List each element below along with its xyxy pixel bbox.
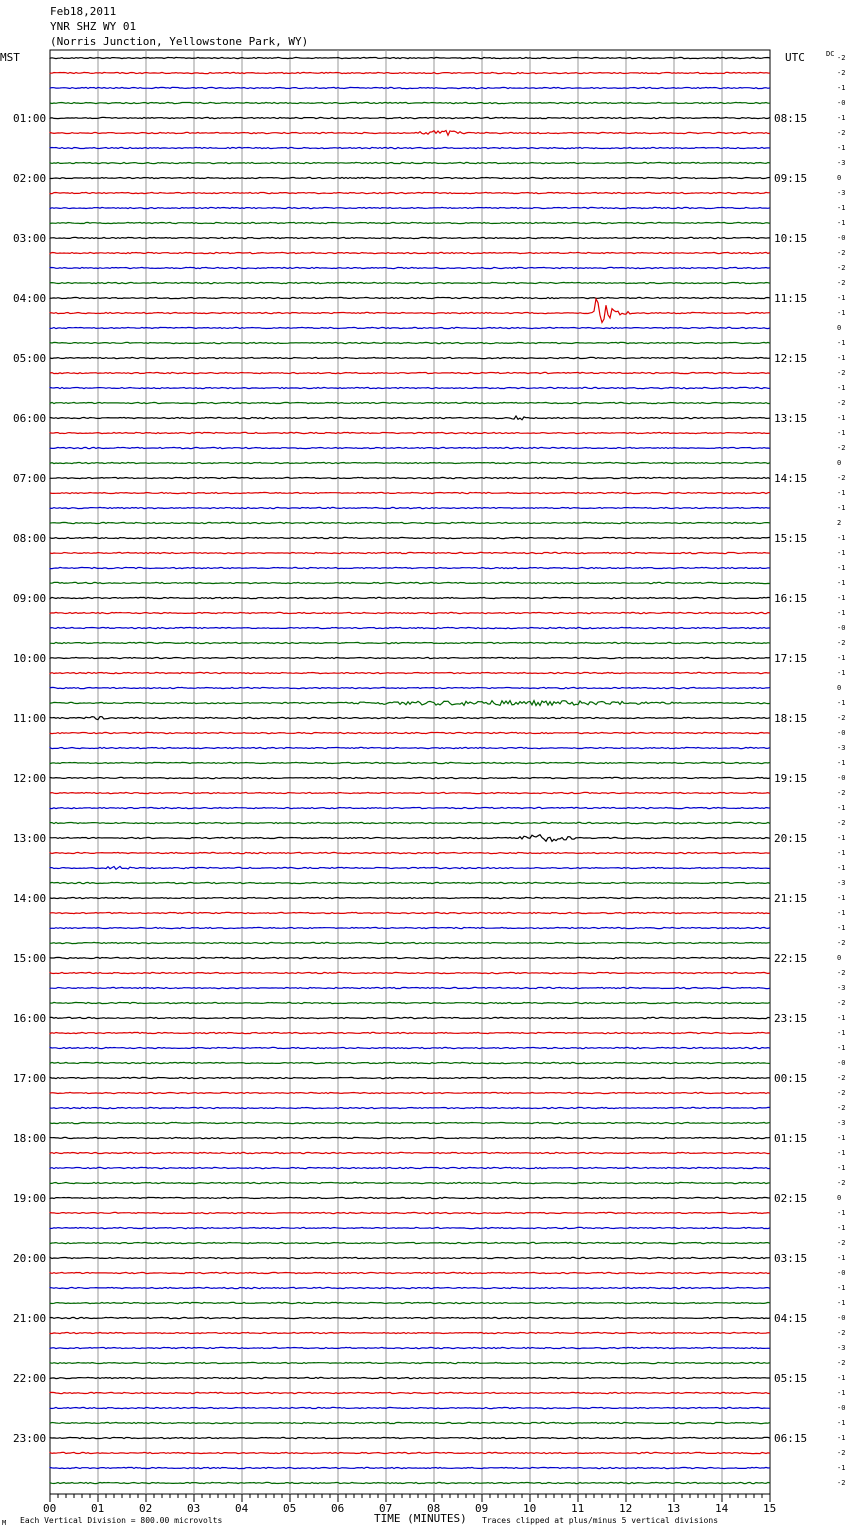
dc-offset-label: -0 [837, 1059, 846, 1067]
dc-offset-label: -2 [837, 54, 846, 62]
dc-offset-label: -0 [837, 1314, 846, 1322]
dc-offset-label: -1 [837, 1014, 846, 1022]
utc-hour-label: 04:15 [774, 1312, 808, 1325]
trace-line [50, 207, 770, 208]
trace-line [50, 835, 770, 842]
trace-group [50, 57, 770, 1483]
trace-line [50, 792, 770, 793]
dc-offset-label: -1 [837, 804, 846, 812]
dc-offset-label: -2 [837, 444, 846, 452]
dc-offset-label: -1 [837, 1374, 846, 1382]
dc-label: DC [826, 50, 835, 58]
mst-hour-label: 13:00 [13, 832, 47, 845]
trace-line [50, 701, 770, 706]
dc-offset-label: -1 [837, 429, 846, 437]
dc-offset-label: -2 [837, 399, 846, 407]
mst-hour-label: 22:00 [13, 1372, 47, 1385]
dc-offset-label: -2 [837, 639, 846, 647]
trace-line [50, 822, 770, 823]
mst-hour-label: 10:00 [13, 652, 47, 665]
trace-line [50, 1302, 770, 1303]
mst-hour-label: 20:00 [13, 1252, 47, 1265]
mst-hour-label: 04:00 [13, 292, 47, 305]
trace-line [50, 1152, 770, 1153]
trace-line [50, 492, 770, 493]
trace-line [50, 1287, 770, 1288]
utc-hour-label: 13:15 [774, 412, 808, 425]
dc-offset-label: -2 [837, 279, 846, 287]
trace-line [50, 687, 770, 688]
mst-hour-label: 02:00 [13, 172, 47, 185]
trace-line [50, 342, 770, 343]
dc-offset-label: -1 [837, 1149, 846, 1157]
x-tick-label: 06 [331, 1502, 345, 1515]
dc-offset-label: -1 [837, 1299, 846, 1307]
trace-line [50, 267, 770, 268]
trace-line [50, 1212, 770, 1213]
utc-hour-label: 00:15 [774, 1072, 808, 1085]
x-tick-label: 02 [139, 1502, 153, 1515]
utc-hour-label: 12:15 [774, 352, 808, 365]
dc-offset-label: -2 [837, 69, 846, 77]
mst-hour-label: 08:00 [13, 532, 47, 545]
utc-hour-label: 21:15 [774, 892, 808, 905]
dc-offset-label: -0 [837, 99, 846, 107]
dc-offset-label: -1 [837, 414, 846, 422]
dc-offset-label: -3 [837, 189, 846, 197]
trace-line [50, 1197, 770, 1198]
trace-line [50, 1227, 770, 1228]
trace-line [50, 1062, 770, 1063]
dc-offset-label: -1 [837, 699, 846, 707]
mst-hour-label: 11:00 [13, 712, 47, 725]
mst-hour-label: 19:00 [13, 1192, 47, 1205]
plot-date: Feb18,2011 [50, 5, 117, 18]
dc-offset-label: -3 [837, 159, 846, 167]
utc-hour-label: 23:15 [774, 1012, 808, 1025]
utc-hour-label: 11:15 [774, 292, 808, 305]
dc-offset-label: -1 [837, 579, 846, 587]
trace-line [50, 387, 770, 388]
trace-line [50, 672, 770, 673]
dc-offset-label: 0 [837, 324, 842, 332]
dc-offset-label: -1 [837, 594, 846, 602]
x-axis-title: TIME (MINUTES) [374, 1512, 467, 1525]
dc-offset-label: -2 [837, 1104, 846, 1112]
dc-offset-label: -1 [837, 1224, 846, 1232]
dc-offset-label: -1 [837, 354, 846, 362]
x-tick-label: 04 [235, 1502, 249, 1515]
trace-line [50, 612, 770, 613]
trace-line [50, 447, 770, 448]
mst-hour-label: 23:00 [13, 1432, 47, 1445]
trace-line [50, 1452, 770, 1453]
trace-line [50, 1107, 770, 1108]
utc-hour-label: 03:15 [774, 1252, 808, 1265]
utc-hour-label: 17:15 [774, 652, 808, 665]
trace-line [50, 1032, 770, 1033]
x-tick-label: 10 [523, 1502, 537, 1515]
trace-line [50, 1467, 770, 1468]
dc-offset-label: -2 [837, 369, 846, 377]
x-tick-label: 11 [571, 1502, 585, 1515]
dc-offset-label: -2 [837, 1479, 846, 1487]
mst-hour-label: 06:00 [13, 412, 47, 425]
dc-offset-label: -3 [837, 879, 846, 887]
trace-line [50, 972, 770, 973]
dc-offset-label: -1 [837, 294, 846, 302]
plot-frame [50, 50, 770, 1494]
trace-line [50, 897, 770, 898]
dc-offset-label: -1 [837, 204, 846, 212]
trace-line [50, 1047, 770, 1048]
trace-line [50, 642, 770, 643]
dc-offset-label: -2 [837, 1329, 846, 1337]
trace-line [50, 102, 770, 103]
trace-line [50, 1422, 770, 1423]
trace-line [50, 477, 770, 478]
trace-line [50, 1377, 770, 1378]
x-tick-label: 03 [187, 1502, 201, 1515]
x-tick-label: 05 [283, 1502, 297, 1515]
trace-line [50, 327, 770, 328]
trace-line [50, 957, 770, 958]
corner-mark: M [2, 1519, 7, 1527]
x-tick-label: 15 [763, 1502, 777, 1515]
dc-offset-label: -1 [837, 1284, 846, 1292]
dc-offset-label: -2 [837, 1449, 846, 1457]
dc-offset-label: -1 [837, 1434, 846, 1442]
trace-line [50, 192, 770, 193]
dc-offset-label: -2 [837, 1089, 846, 1097]
x-tick-label: 13 [667, 1502, 681, 1515]
trace-line [50, 912, 770, 913]
clip-note: Traces clipped at plus/minus 5 vertical divisions [482, 1516, 719, 1525]
dc-offset-label: -2 [837, 969, 846, 977]
trace-line [50, 1242, 770, 1243]
x-tick-label: 01 [91, 1502, 105, 1515]
dc-offset-label: 0 [837, 684, 842, 692]
dc-offset-label: -1 [837, 564, 846, 572]
dc-offset-label: -1 [837, 1254, 846, 1262]
trace-line [50, 1077, 770, 1078]
trace-line [50, 522, 770, 523]
mst-hour-label: 03:00 [13, 232, 47, 245]
mst-hour-label: 07:00 [13, 472, 47, 485]
minute-gridlines [50, 50, 770, 1494]
trace-line [50, 357, 770, 358]
dc-offset-label: -0 [837, 774, 846, 782]
mst-hour-label: 09:00 [13, 592, 47, 605]
trace-line [50, 657, 770, 658]
dc-offset-label: -1 [837, 654, 846, 662]
trace-line [50, 117, 770, 118]
dc-offset-label: -1 [837, 144, 846, 152]
trace-line [50, 416, 770, 420]
trace-line [50, 567, 770, 568]
dc-offset-label: -1 [837, 309, 846, 317]
dc-offset-label: -1 [837, 609, 846, 617]
dc-offset-label: -2 [837, 474, 846, 482]
utc-hour-label: 10:15 [774, 232, 808, 245]
x-tick-label: 12 [619, 1502, 633, 1515]
trace-line [50, 987, 770, 988]
trace-line [50, 462, 770, 463]
dc-offset-label: -1 [837, 534, 846, 542]
utc-hour-label: 15:15 [774, 532, 808, 545]
trace-line [50, 1437, 770, 1438]
dc-offset-label: -1 [837, 504, 846, 512]
trace-line [50, 747, 770, 748]
trace-line [50, 1167, 770, 1168]
dc-offset-label: -0 [837, 1404, 846, 1412]
mst-hour-label: 14:00 [13, 892, 47, 905]
trace-line [50, 1182, 770, 1183]
trace-line [50, 866, 770, 869]
trace-line [50, 582, 770, 583]
trace-line [50, 1332, 770, 1333]
trace-line [50, 717, 770, 720]
x-tick-label: 07 [379, 1502, 393, 1515]
dc-offset-label: -1 [837, 489, 846, 497]
dc-offset-label: -1 [837, 1164, 846, 1172]
dc-offset-label: -2 [837, 999, 846, 1007]
dc-offset-label: -2 [837, 129, 846, 137]
utc-hour-label: 14:15 [774, 472, 808, 485]
mst-hour-label: 18:00 [13, 1132, 47, 1145]
trace-line [50, 927, 770, 928]
dc-offset-label: -2 [837, 249, 846, 257]
trace-line [50, 1272, 770, 1273]
dc-offset-label: -2 [837, 819, 846, 827]
trace-line [50, 1482, 770, 1483]
trace-line [50, 57, 770, 58]
dc-offset-label: -2 [837, 1239, 846, 1247]
dc-offset-label: -1 [837, 909, 846, 917]
mst-hour-label: 17:00 [13, 1072, 47, 1085]
dc-offset-label: -1 [837, 1209, 846, 1217]
trace-line [50, 777, 770, 778]
x-tick-label: 00 [43, 1502, 57, 1515]
dc-offset-label: -1 [837, 549, 846, 557]
trace-line [50, 1257, 770, 1258]
trace-line [50, 72, 770, 73]
trace-line [50, 222, 770, 223]
dc-offset-label: -1 [837, 114, 846, 122]
dc-offset-label: -1 [837, 384, 846, 392]
dc-offset-label: 0 [837, 1194, 842, 1202]
trace-line [50, 1392, 770, 1393]
trace-line [50, 1092, 770, 1093]
mst-hour-label: 01:00 [13, 112, 47, 125]
trace-line [50, 1407, 770, 1408]
x-tick-label: 14 [715, 1502, 729, 1515]
trace-line [50, 87, 770, 88]
mst-hour-label: 15:00 [13, 952, 47, 965]
dc-offset-label: -1 [837, 219, 846, 227]
dc-offset-labels [837, 54, 845, 1487]
dc-offset-label: 2 [837, 519, 842, 527]
dc-offset-label: 0 [837, 174, 842, 182]
trace-line [50, 252, 770, 253]
dc-offset-label: -1 [837, 1134, 846, 1142]
trace-line [50, 1002, 770, 1003]
dc-offset-label: -1 [837, 669, 846, 677]
dc-offset-label: -1 [837, 339, 846, 347]
dc-offset-label: -0 [837, 234, 846, 242]
trace-line [50, 852, 770, 853]
trace-line [50, 1362, 770, 1363]
utc-hour-label: 06:15 [774, 1432, 808, 1445]
trace-line [50, 1017, 770, 1018]
dc-offset-label: -2 [837, 714, 846, 722]
utc-zone-label: UTC [785, 51, 805, 64]
station-code: YNR SHZ WY 01 [50, 20, 137, 33]
dc-offset-label: -1 [837, 894, 846, 902]
dc-offset-label: -2 [837, 1359, 846, 1367]
utc-hour-label: 02:15 [774, 1192, 808, 1205]
trace-line [50, 507, 770, 508]
trace-line [50, 942, 770, 943]
trace-line [50, 1317, 770, 1318]
trace-line [50, 1122, 770, 1123]
utc-hour-label: 22:15 [774, 952, 808, 965]
dc-offset-label: -2 [837, 1179, 846, 1187]
mst-hour-label: 16:00 [13, 1012, 47, 1025]
utc-hour-label: 01:15 [774, 1132, 808, 1145]
dc-offset-label: -0 [837, 729, 846, 737]
utc-hour-label: 09:15 [774, 172, 808, 185]
trace-line [50, 372, 770, 373]
x-tick-label: 08 [427, 1502, 441, 1515]
dc-offset-label: -1 [837, 1419, 846, 1427]
trace-line [50, 552, 770, 553]
trace-line [50, 177, 770, 178]
x-tick-label: 09 [475, 1502, 489, 1515]
trace-line [50, 402, 770, 403]
utc-hour-label: 18:15 [774, 712, 808, 725]
trace-line [50, 732, 770, 733]
trace-line [50, 147, 770, 148]
dc-offset-label: -1 [837, 1389, 846, 1397]
trace-line [50, 432, 770, 433]
dc-offset-label: 0 [837, 459, 842, 467]
trace-line [50, 162, 770, 163]
trace-line [50, 237, 770, 238]
dc-offset-label: -3 [837, 984, 846, 992]
dc-offset-label: -2 [837, 1074, 846, 1082]
dc-offset-label: 0 [837, 954, 842, 962]
trace-line [50, 807, 770, 808]
dc-offset-label: -2 [837, 939, 846, 947]
dc-offset-label: -1 [837, 849, 846, 857]
utc-hour-label: 19:15 [774, 772, 808, 785]
mst-zone-label: MST [0, 51, 20, 64]
dc-offset-label: -2 [837, 789, 846, 797]
dc-offset-label: -3 [837, 1344, 846, 1352]
dc-offset-label: -3 [837, 744, 846, 752]
trace-line [50, 282, 770, 283]
trace-line [50, 762, 770, 763]
scale-note: Each Vertical Division = 800.00 microvolts [20, 1516, 223, 1525]
utc-hour-label: 16:15 [774, 592, 808, 605]
mst-hour-label: 21:00 [13, 1312, 47, 1325]
trace-line [50, 297, 770, 298]
trace-line [50, 597, 770, 598]
trace-line [50, 1137, 770, 1138]
dc-offset-label: -1 [837, 84, 846, 92]
trace-line [50, 882, 770, 883]
utc-hour-label: 05:15 [774, 1372, 808, 1385]
utc-hour-label: 08:15 [774, 112, 808, 125]
mst-hour-label: 12:00 [13, 772, 47, 785]
dc-offset-label: -3 [837, 1119, 846, 1127]
dc-offset-label: -2 [837, 264, 846, 272]
dc-offset-label: -0 [837, 1269, 846, 1277]
dc-offset-label: -1 [837, 864, 846, 872]
dc-offset-label: -1 [837, 759, 846, 767]
mst-hour-label: 05:00 [13, 352, 47, 365]
trace-line [50, 299, 770, 323]
dc-offset-label: -1 [837, 1029, 846, 1037]
trace-line [50, 627, 770, 628]
station-location: (Norris Junction, Yellowstone Park, WY) [50, 35, 309, 48]
dc-offset-label: -0 [837, 624, 846, 632]
dc-offset-label: -1 [837, 924, 846, 932]
trace-line [50, 537, 770, 538]
dc-offset-label: -1 [837, 1044, 846, 1052]
dc-offset-label: -1 [837, 1464, 846, 1472]
trace-line [50, 1347, 770, 1348]
dc-offset-label: -1 [837, 834, 846, 842]
trace-line [50, 131, 770, 136]
utc-hour-label: 20:15 [774, 832, 808, 845]
